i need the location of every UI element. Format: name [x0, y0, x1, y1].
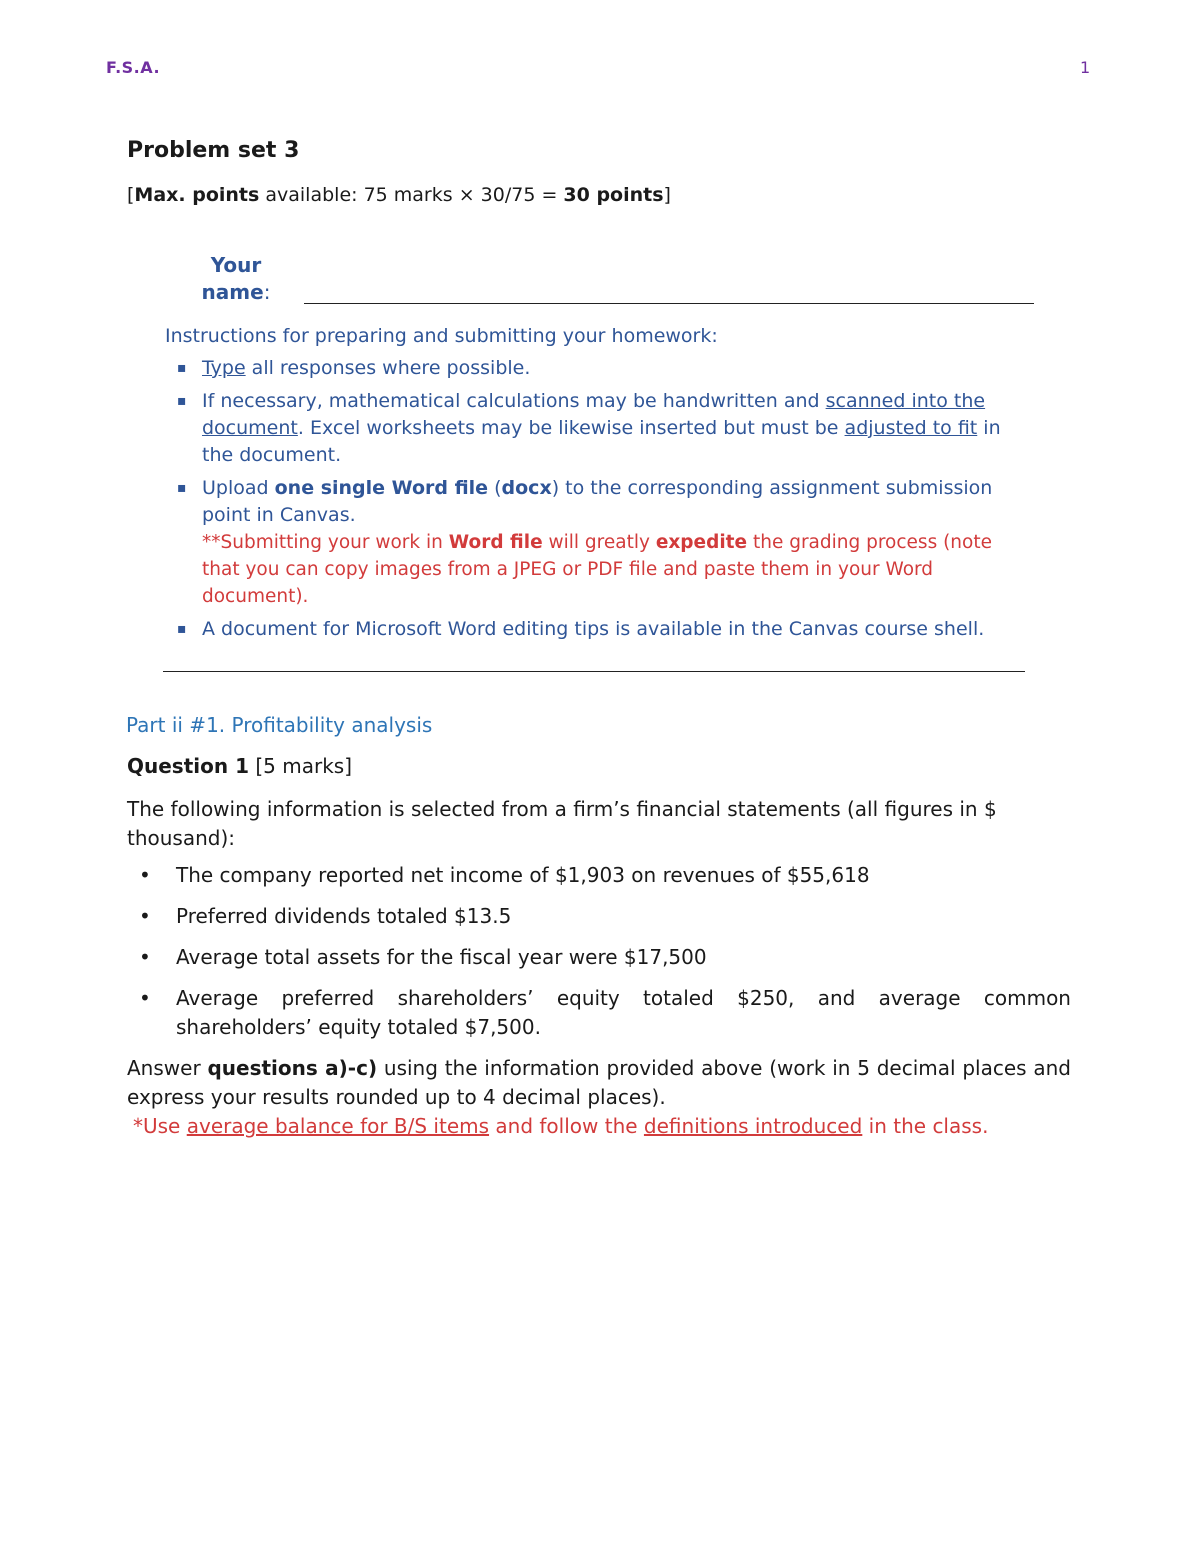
question-heading	[127, 754, 352, 778]
points-total: 30 points	[563, 184, 664, 206]
note-expedite: expedite	[655, 532, 748, 553]
use-note	[127, 1112, 1071, 1141]
page-number: 1	[1080, 58, 1091, 77]
definitions-link[interactable]: definitions introduced	[643, 1114, 863, 1138]
instruction-item	[165, 388, 1025, 469]
points-available-text: available: 75 marks × 30/75 =	[259, 184, 564, 206]
note-text: the grading process (note that you can copy images from a JPEG or PDF file and paste them in your Word document).	[202, 532, 992, 607]
type-link[interactable]: Type	[202, 357, 246, 379]
intro-text: The following information is selected from a firm’s financial statements (all figures in $ thousand):	[127, 797, 997, 850]
instruction-text: . Excel worksheets may be likewise inserted but must be	[297, 417, 845, 439]
submission-note	[202, 532, 992, 607]
page-title: Problem set 3	[127, 138, 300, 163]
name-label	[196, 252, 276, 306]
single-word-file: one single Word file	[274, 477, 489, 499]
instruction-text: Upload	[202, 477, 275, 499]
question-body	[127, 795, 1071, 1141]
instructions-divider	[163, 671, 1025, 672]
average-balance-link[interactable]: average balance for B/S items	[186, 1114, 490, 1138]
instruction-item: ▪ A document for Microsoft Word editing tips is available in the Canvas course shell.	[165, 616, 1025, 643]
docx-label: docx	[501, 477, 552, 499]
instruction-text: (	[488, 477, 502, 499]
bracket-close: ]	[663, 184, 671, 206]
instructions-heading: Instructions for preparing and submitting your homework:	[165, 325, 718, 347]
max-points-label: Max. points	[134, 184, 260, 206]
answer-questions-label: questions a)-c)	[207, 1056, 378, 1080]
part-heading: Part ii #1. Profitability analysis	[126, 713, 433, 737]
instruction-text: If necessary, mathematical calculations may be handwritten and	[202, 390, 826, 412]
instruction-item	[165, 355, 1025, 382]
question-label: Question 1	[127, 754, 249, 778]
instruction-text: ) to the corresponding assignment submission point in Canvas.	[202, 477, 993, 526]
note-text: will greatly	[542, 532, 656, 553]
name-label-colon: :	[263, 280, 271, 304]
answer-text: using the information provided above (work in 5 decimal places and express your results rounded up to 4 decimal places).	[127, 1056, 1072, 1109]
instruction-text: in the document.	[202, 417, 1001, 466]
answer-instructions	[127, 1054, 1071, 1112]
name-input-line[interactable]	[304, 303, 1034, 304]
scanned-link[interactable]: scanned into the document	[202, 390, 986, 439]
answer-text: Answer	[127, 1056, 208, 1080]
note-word-file: Word file	[448, 532, 543, 553]
facts-list	[127, 861, 1071, 1042]
fact-item: • The company reported net income of $1,903 on revenues of $55,618	[127, 861, 1071, 890]
instruction-text: all responses where possible.	[245, 357, 531, 379]
header-title: F.S.A.	[106, 58, 161, 77]
note-text: **Submitting your work in	[202, 532, 449, 553]
use-note-text: in the class.	[862, 1114, 989, 1138]
instructions-box	[165, 323, 1025, 649]
points-line	[127, 184, 671, 206]
bracket-open: [	[127, 184, 135, 206]
use-note-text: *Use	[133, 1114, 187, 1138]
fact-item: • Average total assets for the fiscal year were $17,500	[127, 943, 1071, 972]
instruction-item	[165, 475, 1025, 610]
fact-item: • Preferred dividends totaled $13.5	[127, 902, 1071, 931]
question-marks: [5 marks]	[248, 754, 352, 778]
fact-item: • Average preferred shareholders’ equity totaled $250, and average common shareholders’ equity totaled $7,500.	[127, 984, 1071, 1042]
name-label-text: Your name	[201, 253, 264, 304]
instructions-list	[165, 355, 1025, 643]
use-note-text: and follow the	[489, 1114, 644, 1138]
adjusted-to-fit-link[interactable]: adjusted to fit	[844, 417, 978, 439]
